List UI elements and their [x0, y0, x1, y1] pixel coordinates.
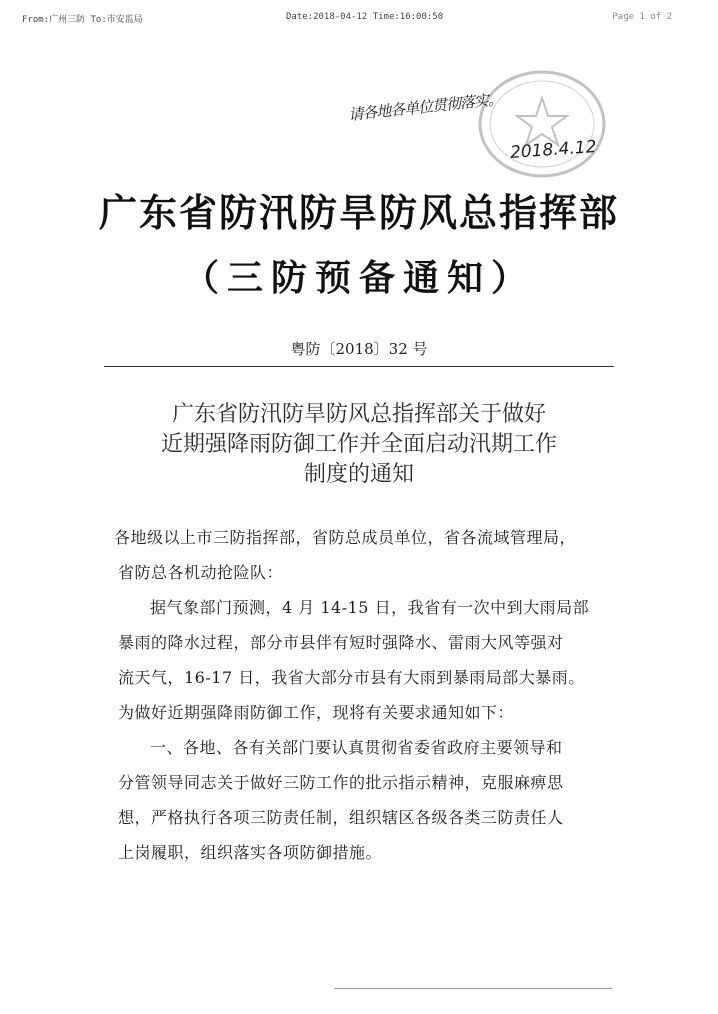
paragraph-line: 上岗履职，组织落实各项防御措施。: [118, 843, 383, 862]
notice-type-title: （三防预备通知）: [182, 258, 535, 299]
document-number: 粤防〔2018〕32 号: [290, 340, 428, 358]
paragraph-line: 流天气，16-17 日，我省大部分市县有大雨到暴雨局部大暴雨。: [118, 668, 585, 687]
organization-title: 广东省防汛防旱防风总指挥部: [98, 191, 619, 235]
fax-from: From:广州三防 To:市安监局: [22, 15, 143, 25]
paragraph-line: 暴雨的降水过程，部分市县伴有短时强降水、雷雨大风等强对: [118, 633, 564, 652]
document-body: [114, 520, 618, 870]
addressee-line: 各地级以上市三防指挥部，省防总成员单位，省各流域管理局，: [114, 528, 577, 547]
paragraph-line: 据气象部门预测，4 月 14-15 日，我省有一次中到大雨局部: [150, 598, 590, 617]
paragraph-line: 分管领导同志关于做好三防工作的批示指示精神，克服麻痹思: [118, 773, 564, 792]
seal-date: 2018.4.12: [509, 137, 598, 163]
document-subject: [0, 400, 718, 490]
fax-header: [0, 12, 718, 28]
addressee-line: 省防总各机动抢险队：: [118, 563, 284, 582]
paragraph-line: 想，严格执行各项三防责任制，组织辖区各级各类三防责任人: [118, 808, 564, 827]
subject-line: 广东省防汛防旱防风总指挥部关于做好: [171, 402, 546, 427]
subject-line: 近期强降雨防御工作并全面启动汛期工作: [160, 432, 557, 457]
addressee: [114, 520, 618, 590]
fax-page: Page 1 of 2: [612, 12, 672, 22]
footer-divider: [334, 988, 612, 989]
paragraph-1: [118, 590, 618, 730]
header-divider: [104, 366, 614, 367]
fax-date: Date:2018-04-12 Time:16:00:50: [286, 12, 444, 22]
paragraph-2: [118, 730, 618, 870]
handwritten-note: 请各地各单位贯彻落实。: [347, 89, 503, 124]
subject-line: 制度的通知: [303, 462, 414, 487]
paragraph-line: 为做好近期强降雨防御工作，现将有关要求通知如下：: [118, 703, 515, 722]
official-seal-icon: [470, 66, 610, 186]
paragraph-line: 一、各地、各有关部门要认真贯彻省委省政府主要领导和: [150, 738, 563, 757]
